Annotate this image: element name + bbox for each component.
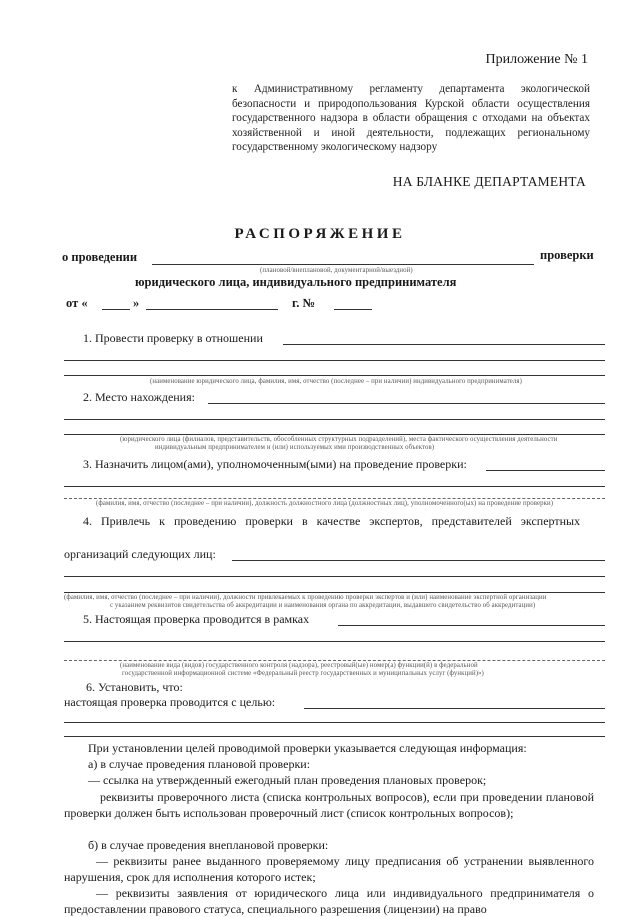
item-2-field-2[interactable] — [64, 419, 605, 420]
item-6-label-b: настоящая проверка проводится с целью: — [64, 695, 276, 709]
item-1-field-2[interactable] — [64, 360, 605, 361]
instructions-b1: — реквизиты ранее выданного проверяемому лицу предписания об устранении выявленного нарушения, срок для исполнения которого истек; — [64, 854, 594, 884]
item-5-caption-1: (наименование вида (видов) государственного контроля (надзора), реестровый(ые) номер(а) функции(й) в федеральной — [120, 662, 478, 669]
letterhead-note: НА БЛАНКЕ ДЕПАРТАМЕНТА — [392, 174, 586, 189]
instructions-b: б) в случае проведения внеплановой проверки: — [88, 838, 329, 852]
date-mid: » — [133, 296, 140, 310]
item-3-field-2[interactable] — [64, 486, 605, 487]
item-5-field-1[interactable] — [338, 625, 605, 626]
date-prefix: от « — [66, 296, 88, 310]
order-number-field[interactable] — [334, 309, 372, 310]
appendix-number: Приложение № 1 — [485, 52, 588, 67]
instructions-a1: — ссылка на утвержденный ежегодный план проведения плановых проверок; — [88, 773, 487, 787]
item-1-field-3[interactable] — [64, 375, 605, 376]
check-type-caption: (плановой/внеплановой, документарной/выездной) — [260, 267, 413, 274]
title-line1-left: о проведении — [62, 250, 138, 264]
item-3-field-3[interactable] — [64, 498, 605, 499]
check-type-field[interactable] — [152, 264, 534, 265]
date-suffix: г. № — [292, 296, 316, 310]
title-line1-right: проверки — [540, 248, 594, 262]
item-5-field-2[interactable] — [64, 641, 605, 642]
item-4-field-2[interactable] — [64, 576, 605, 577]
title-line2: юридического лица, индивидуального предпринимателя — [135, 275, 457, 289]
item-5-field-3[interactable] — [64, 660, 605, 661]
item-6-field-2[interactable] — [64, 722, 605, 723]
item-2-field-3[interactable] — [64, 434, 605, 435]
regulation-reference: к Административному регламенту департамента экологической безопасности и природопользования Курской области осуществления государственного надзора в области обращения с отходами на объектах хозяйственной и иной деятельности, подлежащих региональному государственному экологическому надзору — [232, 83, 590, 154]
item-4-label-b: организаций следующих лиц: — [64, 547, 216, 561]
item-3-field-1[interactable] — [486, 470, 605, 471]
item-5-label: 5. Настоящая проверка проводится в рамках — [83, 612, 310, 626]
item-6-field-3[interactable] — [64, 736, 605, 737]
item-1-label: 1. Провести проверку в отношении — [83, 331, 263, 345]
item-1-field-1[interactable] — [283, 344, 605, 345]
item-2-caption-2: индивидуальным предпринимателем и (или) используемых ими производственных объектов) — [155, 444, 435, 451]
item-2-caption-1: (юридического лица (филиалов, представительств, обособленных структурных подразделений), места фактического осуществления деятельности — [120, 436, 558, 443]
date-month-field[interactable] — [146, 309, 278, 310]
document-title: РАСПОРЯЖЕНИЕ — [234, 226, 406, 242]
item-1-caption: (наименование юридического лица, фамилия, имя, отчество (последнее – при наличии) индивидуального предпринимателя) — [150, 378, 522, 385]
item-6-label-a: 6. Установить, что: — [86, 680, 183, 694]
date-day-field[interactable] — [102, 309, 130, 310]
item-4-label-a: 4. Привлечь к проведению проверки в качестве экспертов, представителей экспертных — [83, 514, 581, 528]
item-4-caption-2: с указанием реквизитов свидетельства об аккредитации и наименования органа по аккредитации, выдавшего свидетельство об аккредитации) — [110, 602, 536, 609]
item-2-label: 2. Место нахождения: — [83, 390, 195, 404]
item-2-field-1[interactable] — [208, 403, 605, 404]
item-4-field-1[interactable] — [232, 560, 605, 561]
item-4-caption-1: (фамилия, имя, отчество (последнее – при наличии), должности привлекаемых к проведению проверки экспертов и (или) наименование экспертной организации — [64, 594, 547, 601]
item-4-field-3[interactable] — [64, 592, 605, 593]
item-3-caption: (фамилия, имя, отчество (последнее – при наличии), должность должностного лица (должностных лиц), уполномоченного(ых) на проведение проверки) — [96, 500, 554, 507]
item-3-label: 3. Назначить лицом(ами), уполномоченным(ыми) на проведение проверки: — [83, 457, 467, 471]
item-5-caption-2: государственной информационной системе «Федеральный реестр государственных и муниципальных услуг (функций)») — [122, 670, 484, 677]
item-6-field-1[interactable] — [304, 708, 605, 709]
instructions-intro: При установлении целей проводимой проверки указывается следующая информация: — [88, 741, 527, 755]
instructions-b2: — реквизиты заявления от юридического лица или индивидуального предпринимателя о предоставлении правового статуса, специального разрешения (лицензии) на право — [64, 886, 594, 916]
instructions-a: а) в случае проведения плановой проверки: — [88, 757, 311, 771]
instructions-a2: реквизиты проверочного листа (списка контрольных вопросов), если при проведении плановой проверки должен быть использован проверочный лист (список контрольных вопросов); — [64, 790, 594, 820]
